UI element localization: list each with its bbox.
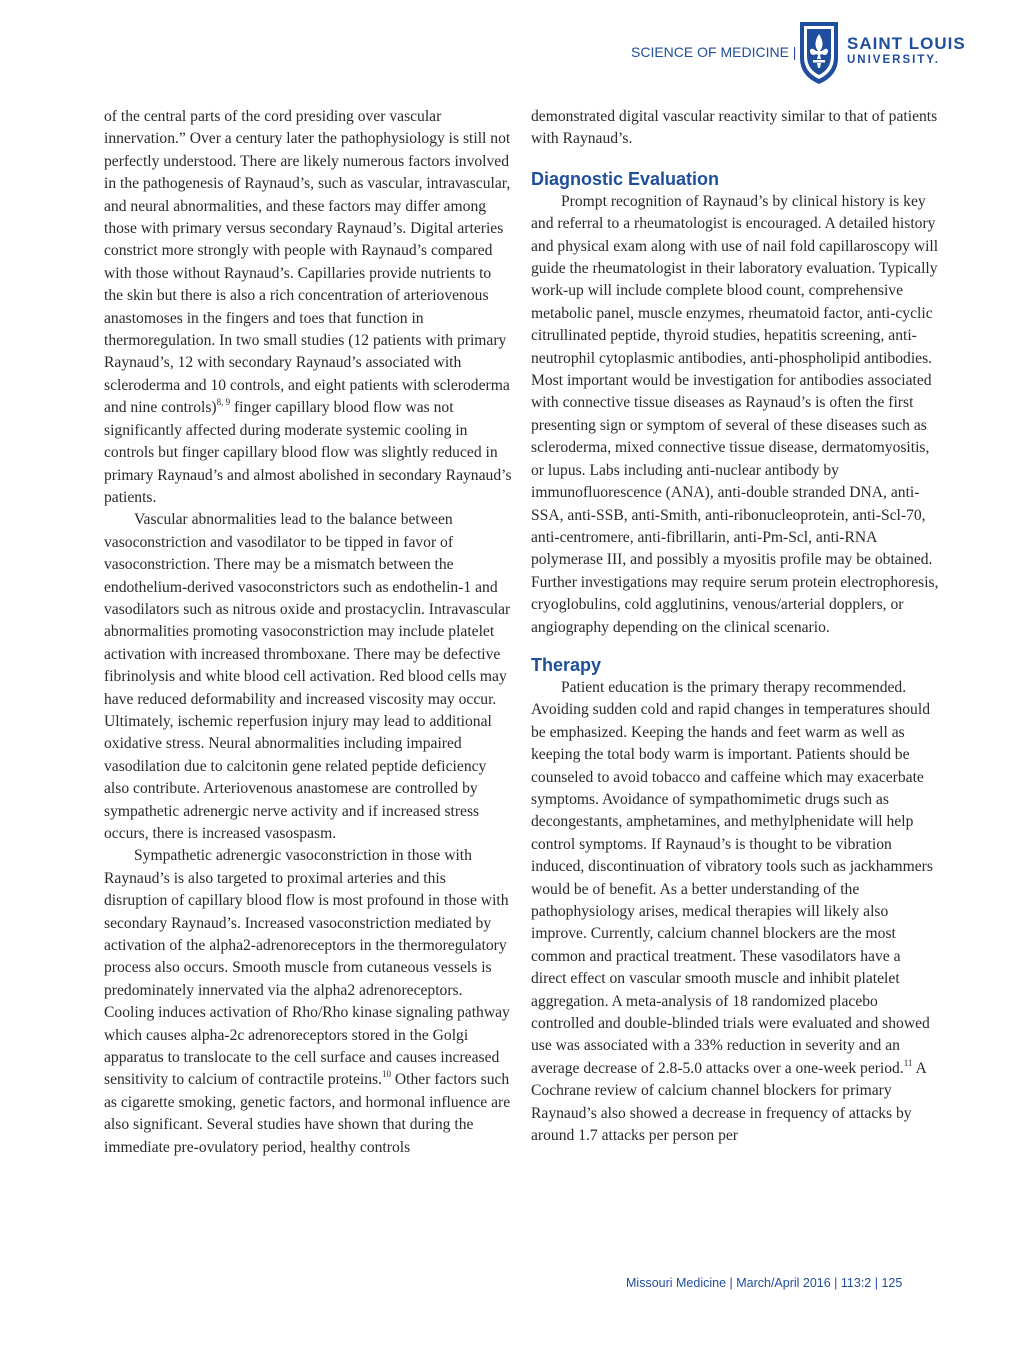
right-column	[531, 106, 939, 1147]
left-paragraph-3-text: Sympathetic adrenergic vasoconstriction in those with Raynaud’s is also targeted to proximal arteries and this disruption of capillary blood flow is most profound in those with secondary Raynaud’s. Increased vasoconstriction mediated by activation of the alpha2-adrenoreceptors in the thermoregulatory process also occurs. Smooth muscle from cutaneous vessels is predominately innervated via the alpha2 adrenoreceptors. Cooling induces activation of Rho/Rho kinase signaling pathway which causes alpha-2c adrenoreceptors stored in the Golgi apparatus to translocate to the cell surface and causes increased sensitivity to calcium of contractile proteins.	[104, 847, 510, 1089]
left-paragraph-1-end: finger capillary blood flow was not significantly affected during moderate systemic cooling in controls but finger capillary blood flow was slightly reduced in primary Raynaud’s and almost abolished in secondary Raynaud’s patients.	[104, 399, 512, 506]
left-paragraph-1	[104, 106, 512, 509]
right-paragraph-therapy	[531, 677, 939, 1148]
left-paragraph-2: Vascular abnormalities lead to the balance between vasoconstriction and vasodilator to be tipped in favor of vasoconstriction. There may be a mismatch between the endothelium-derived vasoconstrictors such as endothelin-1 and vasodilators such as nitrous oxide and prostacyclin. Intravascular abnormalities promoting vasoconstriction may include platelet activation with increased thromboxane. There may be defective fibrinolysis and white blood cell activation. Red blood cells may have reduced deformability and increased viscosity may occur. Ultimately, ischemic reperfusion injury may lead to additional oxidative stress. Neural abnormalities including impaired vasodilation due to calcitonin gene related peptide deficiency also contribute. Arteriovenous anastomese are controlled by sympathetic adrenergic nerve activity and if increased stress occurs, there is increased vasospasm.	[104, 511, 511, 842]
saint-louis-university-logo	[797, 18, 997, 86]
citation-11: 11	[903, 1057, 913, 1068]
left-column	[104, 106, 512, 1159]
section-header: SCIENCE OF MEDICINE |	[631, 44, 797, 60]
university-shield-icon	[797, 18, 841, 86]
right-paragraph-diagnostic: Prompt recognition of Raynaud’s by clinical history is key and referral to a rheumatologist is encouraged. A detailed history and physical exam along with use of nail fold capillaroscopy will guide the rheumatologist in their laboratory evaluation. Typically work-up will include complete blood count, comprehensive metabolic panel, muscle enzymes, rheumatoid factor, anti-cyclic citrullinated peptide, thyroid studies, hepatitis screening, anti-neutrophil cytoplasmic antibodies, anti-phospholipid antibodies. Most important would be investigation for antibodies associated with connective tissue diseases as Raynaud’s is often the first presenting sign or symptom of several of these diseases such as scleroderma, mixed connective tissue disease, dermatomyositis, or lupus. Labs including anti-nuclear antibody by immunofluorescence (ANA), anti-double stranded DNA, anti-SSA, anti-SSB, anti-Smith, anti-ribonucleoprotein, anti-Scl-70, anti-centromere, anti-fibrillarin, anti-Pm-Scl, anti-RNA polymerase III, and possibly a myositis profile may be obtained. Further investigations may require serum protein electrophoresis, cryoglobulins, cold agglutinins, venous/arterial dopplers, or angiography depending on the clinical scenario.	[531, 192, 939, 636]
right-paragraph-therapy-end: A Cochrane review of calcium channel blockers for primary Raynaud’s also showed a decrease in frequency of attacks by around 1.7 attacks per person per	[531, 1059, 926, 1145]
left-paragraph-3-end: Other factors such as cigarette smoking, genetic factors, and hormonal influence are also significant. Several studies have shown that during the immediate pre-ovulatory period, healthy controls	[104, 1071, 511, 1156]
citation-10: 10	[382, 1069, 392, 1080]
heading-diagnostic-evaluation: Diagnostic Evaluation	[531, 168, 720, 189]
page-footer: Missouri Medicine | March/April 2016 | 113:2 | 125	[626, 1276, 903, 1290]
heading-therapy: Therapy	[531, 654, 602, 675]
logo-line-2: UNIVERSITY.	[847, 54, 940, 66]
logo-line-1: SAINT LOUIS	[847, 34, 966, 53]
left-paragraph-1-text: of the central parts of the cord presiding over vascular innervation.” Over a century later the pathophysiology is still not perfectly understood. There are likely numerous factors involved in the pathogenesis of Raynaud’s, such as vascular, intravascular, and neural abnormalities, and these factors may differ among those with primary versus secondary Raynaud’s. Digital arteries constrict more strongly with people with Raynaud’s compared with those without Raynaud’s. Capillaries provide nutrients to the skin but there is also a rich concentration of arteriovenous anastomoses in the fingers and toes that function in thermoregulation. In two small studies (12 patients with primary Raynaud’s, 12 with secondary Raynaud’s associated with scleroderma and 10 controls, and eight patients with scleroderma and nine controls)	[104, 108, 511, 417]
left-paragraph-3	[104, 845, 512, 1159]
right-paragraph-0: demonstrated digital vascular reactivity similar to that of patients with Raynaud’s.	[531, 108, 938, 148]
logo-wordmark	[847, 36, 966, 68]
citation-8-9: 8, 9	[216, 397, 231, 408]
right-paragraph-therapy-text: Patient education is the primary therapy recommended. Avoiding sudden cold and rapid changes in temperatures should be emphasized. Keeping the hands and feet warm as well as keeping the total body warm is important. Patients should be counseled to avoid tobacco and caffeine which may exacerbate symptoms. Avoidance of sympathomimetic drugs such as decongestants, amphetamines, and methylphenidate will help control symptoms. If Raynaud’s is thought to be vibration induced, discontinuation of vibratory tools such as jackhammers would be of benefit. As a better understanding of the pathophysiology arises, medical therapies will likely also improve. Currently, calcium channel blockers are the most common and practical treatment. These vasodilators have a direct effect on vascular smooth muscle and inhibit platelet aggregation. A meta-analysis of 18 randomized placebo controlled and double-blinded trials were evaluated and showed use was associated with a 33% reduction in severity and an average decrease of 2.8-5.0 attacks over a one-week period.	[531, 678, 933, 1077]
